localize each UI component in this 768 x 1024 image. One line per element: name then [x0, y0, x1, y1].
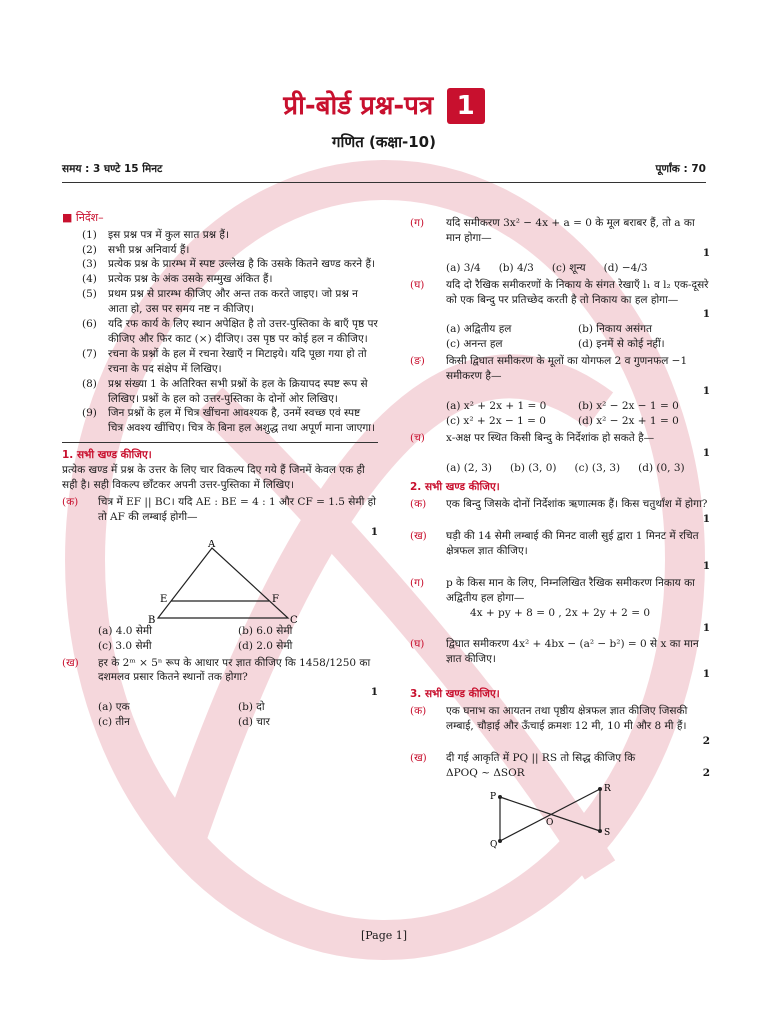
label-r: R [604, 783, 611, 794]
left-column [62, 210, 378, 730]
label-s: S [604, 827, 611, 838]
q1-cha-options: (a) (2, 3) (b) (3, 0) (c) (3, 3) (d) (0, 3) [446, 461, 685, 474]
label-e: E [160, 593, 168, 605]
q2-gha: (घ) द्विघात समीकरण 4x² + 4bx − (a² − b²) = 0 से x का मान ज्ञात कीजिए। [410, 638, 699, 666]
q1-gha-marks: 1 [702, 308, 710, 321]
right-column [410, 214, 710, 851]
instructions-list [62, 228, 378, 437]
max-marks: पूर्णांक : 70 [655, 163, 706, 175]
q1-kha-marks: 1 [370, 686, 378, 699]
q1-ga-options: (a) 3/4 (b) 4/3 (c) शून्य (d) −4/3 [446, 261, 648, 274]
label-b: B [148, 614, 156, 624]
label-o: O [546, 817, 554, 828]
instruction-item: (2) सभी प्रश्न अनिवार्य हैं। [82, 243, 190, 256]
q3-kha-marks: 2 [702, 766, 710, 779]
q3-kha: (ख) दी गई आकृति में PQ || RS तो सिद्ध कीजिए कि [410, 751, 636, 764]
instruction-item: (4) प्रत्येक प्रश्न के अंक उसके सम्मुख अंकित हैं। [82, 273, 273, 286]
q2-ga-marks: 1 [702, 621, 710, 634]
q1-kha-options: (a) एक (b) दो (c) तीन (d) चार [98, 701, 270, 729]
section-divider [62, 442, 378, 443]
q3-ka-marks: 2 [702, 734, 710, 747]
q2-ka: (क) एक बिन्दु जिसके दोनों निर्देशांक ऋणात्मक हैं। किस चतुर्थांश में होगा? [410, 498, 708, 511]
q1-ka-marks: 1 [370, 525, 378, 538]
q2-ga: (ग) p के किस मान के लिए, निम्नलिखित रैखिक समीकरण निकाय का अद्वितीय हल होगा— [410, 576, 695, 604]
title-row [0, 88, 768, 125]
q1-nga-marks: 1 [702, 384, 710, 397]
q1-nga-options: (a) x² + 2x + 1 = 0 (b) x² − 2x − 1 = 0 (c) x² + 2x − 1 = 0 (d) x² − 2x + 1 = 0 [446, 399, 679, 427]
q1-heading: 1. सभी खण्ड कीजिए। [62, 449, 152, 462]
time-allowed: समय : 3 घण्टे 15 मिनट [62, 163, 163, 175]
label-f: F [272, 593, 279, 605]
instruction-item: (5) प्रथम प्रश्न से प्रारम्भ कीजिए और अन्त तक करते जाइए। जो प्रश्न न आता हो, उस पर समय नष्ट न कीजिए। [82, 288, 358, 316]
page-footer: [Page 1] [360, 929, 408, 942]
q2-gha-marks: 1 [702, 668, 710, 681]
instruction-item: (9) जिन प्रश्नों के हल में चित्र खींचना आवश्यक है, उनमें स्वच्छ एवं स्पष्ट चित्र अवश्य खींचिए। चित्र के बिना हल अशुद्ध तथा अपूर्ण माना जाएगा। [82, 407, 376, 435]
label-c: C [290, 614, 298, 624]
instruction-item: (6) यदि रफ कार्य के लिए स्थान अपेक्षित है तो उत्तर-पुस्तिका के बाएँ पृष्ठ पर कीजिए और फिर काट (×) दीजिए। उस पृष्ठ पर कोई हल न कीजिए। [82, 318, 378, 345]
label-a: A [208, 539, 216, 550]
q1-ga: (ग) यदि समीकरण 3x² − 4x + a = 0 के मूल बराबर हैं, तो a का मान होगा— [410, 217, 695, 244]
q1-cha: (च) x-अक्ष पर स्थित किसी बिन्दु के निर्देशांक हो सकते है— [410, 431, 655, 444]
page-subtitle: गणित (कक्षा-10) [332, 133, 436, 151]
q1-kha: (ख) हर के 2ᵐ × 5ⁿ रूप के आधार पर ज्ञात कीजिए कि 1458/1250 का दशमलव प्रसार कितने स्थानों तक होगा? [62, 656, 371, 684]
header-divider [62, 182, 706, 183]
instructions-heading: ■ निर्देश– [62, 211, 104, 224]
q3-ka: (क) एक घनाभ का आयतन तथा पृष्ठीय क्षेत्रफल ज्ञात कीजिए जिसकी लम्बाई, चौड़ाई और ऊँचाई क्रमशः 12 मी, 10 मी और 8 मी हैं। [410, 705, 688, 732]
q1-ka-options: (a) 4.0 सेमी (b) 6.0 सेमी (c) 3.0 सेमी (d) 2.0 सेमी [98, 624, 293, 652]
q1-ka: (क) चित्र में EF || BC। यदि AE : BE = 4 : 1 और CF = 1.5 सेमी हो तो AF की लम्बाई होगी— [62, 496, 376, 523]
page-title: प्री-बोर्ड प्रश्न-पत्र [283, 91, 434, 121]
q3-kha-eq-row [410, 766, 710, 781]
q1-nga: (ङ) किसी द्विघात समीकरण के मूलों का योगफल 2 व गुणनफल −1 समीकरण है— [410, 355, 688, 383]
q1-gha: (घ) यदि दो रैखिक समीकरणों के निकाय के संगत रेखाएँ l₁ व l₂ एक-दूसरे को एक बिन्दु पर प्रतिच्छेद करती है तो निकाय का हल होगा— [410, 278, 709, 306]
q2-kha-marks: 1 [702, 559, 710, 572]
q1-cha-marks: 1 [702, 446, 710, 459]
instruction-item: (8) प्रश्न संख्या 1 के अतिरिक्त सभी प्रश्नों के हल के क्रियापद स्पष्ट रूप से लिखिए। प्रश्नों के हल को उत्तर-पुस्तिका के दोनों ओर लिखिए। [82, 377, 368, 405]
q2-kha: (ख) घड़ी की 14 सेमी लम्बाई की मिनट वाली सुई द्वारा 1 मिनट में रचित क्षेत्रफल ज्ञात कीजिए। [410, 530, 699, 558]
q3-heading: 3. सभी खण्ड कीजिए। [410, 688, 500, 701]
label-q: Q [490, 839, 498, 850]
label-p: P [490, 791, 497, 802]
instruction-item: (7) रचना के प्रश्नों के हल में रचना रेखाएँ न मिटाइये। यदि पूछा गया हो तो रचना के पद संक्षेप में लिखिए। [82, 347, 367, 375]
instruction-item: (3) प्रत्येक प्रश्न के प्रारम्भ में स्पष्ट उल्लेख है कि उसके कितने खण्ड करने हैं। [82, 258, 376, 271]
parallel-lines-figure [480, 781, 630, 851]
triangle-figure [142, 540, 312, 624]
q2-ka-marks: 1 [702, 513, 710, 526]
q3-kha-equation: ΔPOQ ~ ΔSOR [446, 766, 525, 779]
q1-intro: प्रत्येक खण्ड में प्रश्न के उत्तर के लिए चार विकल्प दिए गये हैं जिनमें केवल एक ही सही है। सही विकल्प छाँटकर अपनी उत्तर-पुस्तिका में लिखिए। [62, 464, 365, 492]
q1-ga-marks: 1 [702, 246, 710, 259]
q1-gha-options: (a) अद्वितीय हल (b) निकाय असंगत (c) अनन्त हल (d) इनमें से कोई नहीं। [446, 323, 665, 351]
instruction-item: (1) इस प्रश्न पत्र में कुल सात प्रश्न हैं। [82, 228, 229, 241]
paper-number-badge: 1 [447, 88, 485, 124]
q2-ga-equation: 4x + py + 8 = 0 , 2x + 2y + 2 = 0 [469, 606, 651, 619]
q2-heading: 2. सभी खण्ड कीजिए। [410, 481, 500, 494]
